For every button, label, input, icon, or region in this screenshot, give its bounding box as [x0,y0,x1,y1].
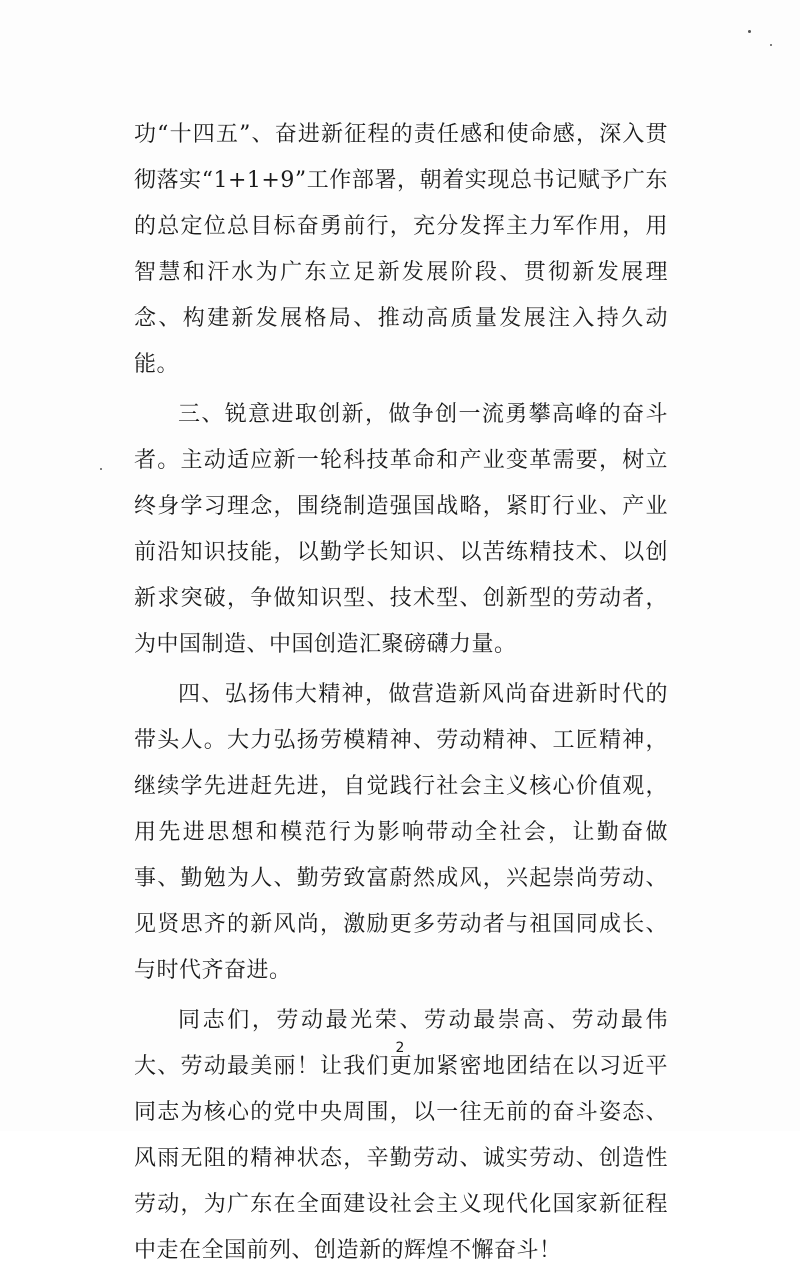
paragraph-text: 主动适应新一轮科技革命和产业变革需要，树立终身学习理念，围绕制造强国战略，紧盯行业、产业前沿知识技能，以勤学长知识、以苦练精技术、以创新求突破，争做知识型、技术型、创新型的劳动者，为中国制造、中国创造汇聚磅礴力量。 [134,448,668,657]
paragraph-text: 同志们，劳动最光荣、劳动最崇高、劳动最伟大、劳动最美丽！让我们更加紧密地团结在以习近平同志为核心的党中央周围，以一往无前的奋斗姿态、风雨无阻的精神状态，辛勤劳动、诚实劳动、创造性劳动，为广东在全面建设社会主义现代化国家新征程中走在全国前列、创造新的辉煌不懈奋斗！ [134,1008,668,1263]
page-number: 2 [395,1040,405,1056]
scan-speck [100,468,102,470]
paragraph-text: 大力弘扬劳模精神、劳动精神、工匠精神，继续学先进赶先进，自觉践行社会主义核心价值观，用先进思想和模范行为影响带动全社会，让勤奋做事、勤勉为人、勤劳致富蔚然成风，兴起崇尚劳动、见贤思齐的新风尚，激励更多劳动者与祖国同成长、与时代齐奋进。 [134,728,668,983]
paragraph-point-four [134,672,668,994]
point-heading: 三、锐意进取创新，做争创一流勇攀高峰的奋斗者。 [134,402,668,473]
point-heading: 四、弘扬伟大精神，做营造新风尚奋进新时代的带头人。 [134,682,668,753]
document-body [134,112,668,1274]
paragraph-text: 功“十四五”、奋进新征程的责任感和使命感，深入贯彻落实“1+1+9”工作部署，朝着实现总书记赋予广东的总定位总目标奋勇前行，充分发挥主力军作用，用智慧和汗水为广东立足新发展阶段、贯彻新发展理念、构建新发展格局、推动高质量发展注入持久动能。 [134,122,668,377]
paragraph-point-three [134,392,668,668]
scan-speck [748,30,751,33]
scan-speck [770,44,772,46]
paragraph-continuation [134,112,668,388]
